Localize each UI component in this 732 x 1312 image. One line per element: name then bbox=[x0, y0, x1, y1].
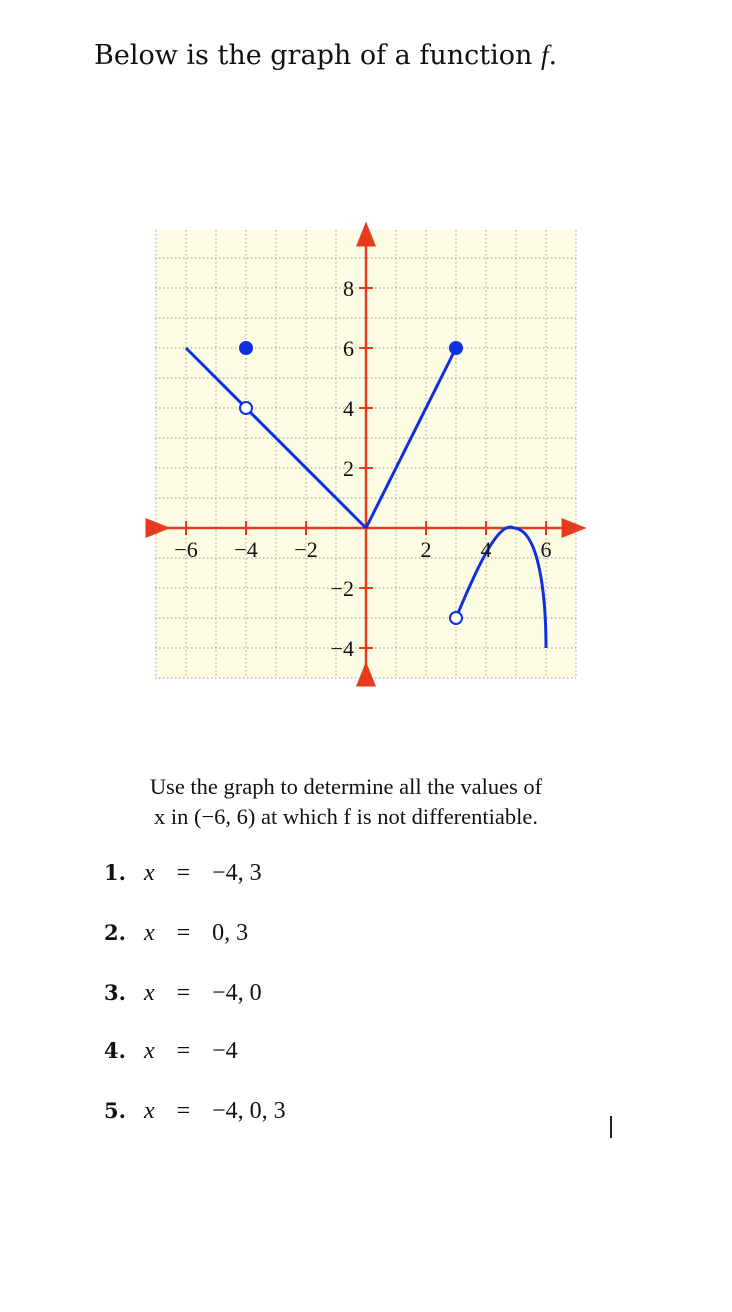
choice-2[interactable] bbox=[104, 920, 248, 947]
choice-values: −4 bbox=[212, 1038, 238, 1064]
choice-1[interactable] bbox=[104, 860, 262, 887]
closed-point-neg4-6 bbox=[239, 341, 253, 355]
choice-equals: = bbox=[176, 920, 191, 946]
choice-equals: = bbox=[176, 860, 191, 886]
choice-variable: x bbox=[143, 860, 155, 886]
choice-equals: = bbox=[176, 1098, 191, 1124]
y-tick-label-neg4: −4 bbox=[330, 636, 354, 661]
intro-period: . bbox=[548, 40, 558, 71]
question-text bbox=[86, 772, 606, 832]
closed-point-3-6 bbox=[449, 341, 463, 355]
choice-5[interactable] bbox=[104, 1098, 286, 1125]
choice-number: 2. bbox=[104, 920, 126, 945]
choice-equals: = bbox=[176, 980, 191, 1006]
choice-variable: x bbox=[143, 920, 155, 946]
y-tick-label-6: 6 bbox=[343, 336, 354, 361]
y-tick-label-4: 4 bbox=[343, 396, 354, 421]
question-line-1: Use the graph to determine all the values of bbox=[149, 774, 543, 799]
choice-values: −4, 0, 3 bbox=[212, 1098, 286, 1124]
choice-number: 1. bbox=[104, 860, 126, 885]
y-tick-label-neg2: −2 bbox=[330, 576, 354, 601]
x-tick-label-neg2: −2 bbox=[294, 537, 318, 562]
open-point-3-neg3 bbox=[450, 612, 462, 624]
choice-number: 4. bbox=[104, 1038, 126, 1063]
choice-values: −4, 3 bbox=[212, 860, 262, 886]
choice-number: 3. bbox=[104, 980, 126, 1005]
x-tick-label-6: 6 bbox=[540, 537, 552, 562]
choice-equals: = bbox=[176, 1038, 191, 1064]
question-line-2: x in (−6, 6) at which f is not differentiable. bbox=[153, 804, 539, 829]
choice-number: 5. bbox=[104, 1098, 126, 1123]
x-tick-label-neg4: −4 bbox=[234, 537, 258, 562]
x-tick-label-2: 2 bbox=[420, 537, 432, 562]
x-tick-label-4: 4 bbox=[480, 537, 492, 562]
intro-function-symbol: f bbox=[540, 40, 549, 70]
choice-values: −4, 0 bbox=[212, 980, 262, 1006]
y-tick-label-2: 2 bbox=[343, 456, 354, 481]
choice-3[interactable] bbox=[104, 980, 262, 1007]
open-point-neg4-4 bbox=[240, 402, 252, 414]
intro-sentence: Below is the graph of a function bbox=[94, 40, 533, 71]
choice-variable: x bbox=[143, 980, 155, 1006]
y-tick-label-8: 8 bbox=[343, 276, 354, 301]
choice-4[interactable] bbox=[104, 1038, 238, 1065]
x-tick-label-neg6: −6 bbox=[174, 537, 198, 562]
choice-variable: x bbox=[143, 1038, 155, 1064]
text-cursor bbox=[610, 1116, 612, 1138]
choice-values: 0, 3 bbox=[212, 920, 249, 946]
choice-variable: x bbox=[143, 1098, 155, 1124]
